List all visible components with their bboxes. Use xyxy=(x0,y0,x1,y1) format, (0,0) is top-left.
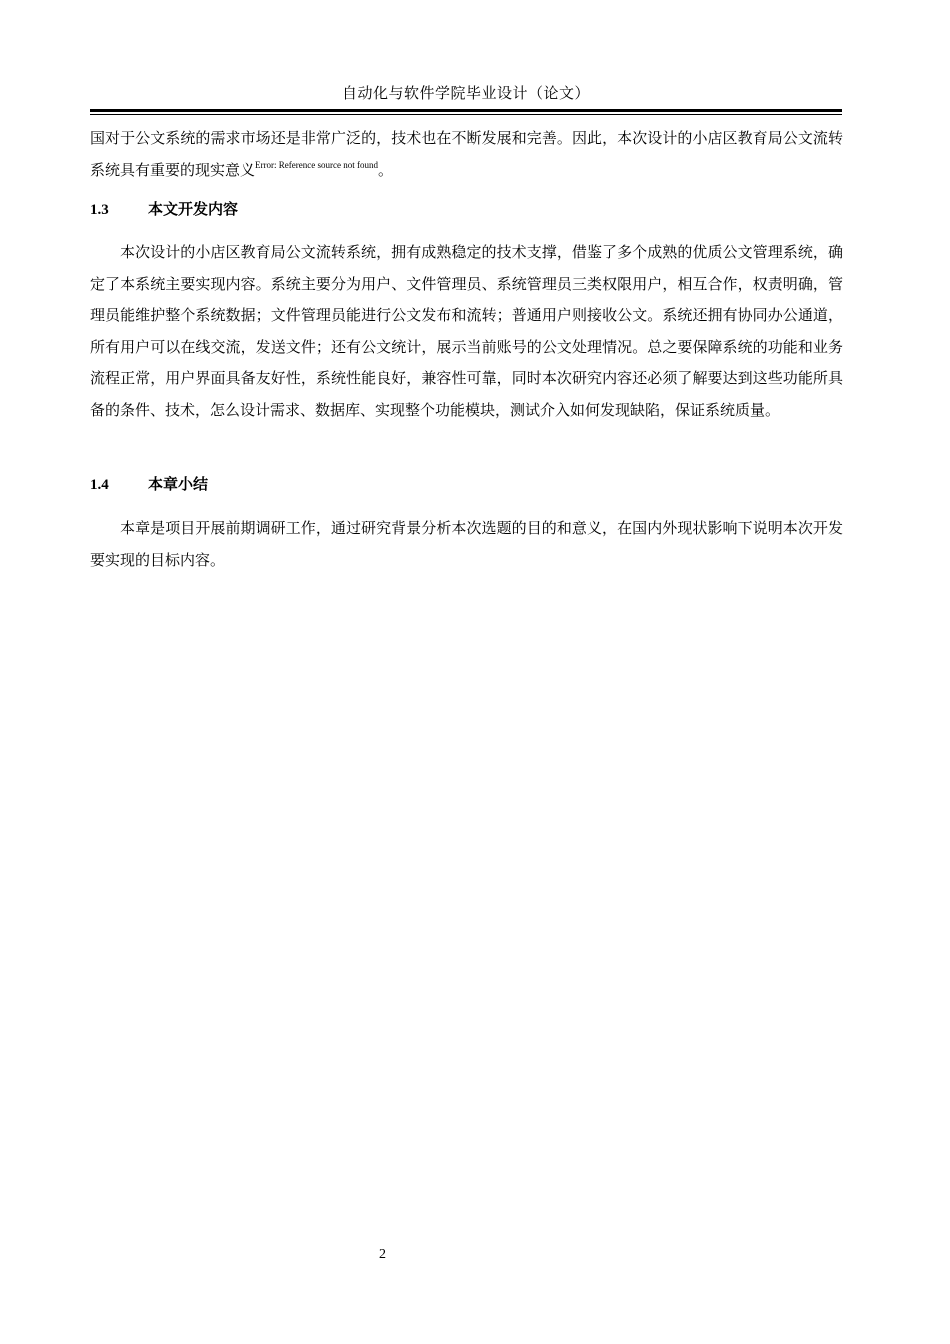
section-title-dev: 本文开发内容 xyxy=(148,200,239,218)
section-heading-summary xyxy=(90,474,208,495)
section-title-summary: 本章小结 xyxy=(148,475,209,493)
page-number: 2 xyxy=(379,1247,386,1262)
intro-continued-text: 国对于公文系统的需求市场还是非常广泛的，技术也在不断发展和完善。因此，本次设计的小店区教育局公文流转系统具有重要的现实意义 xyxy=(90,129,843,179)
dev-content-paragraph: 本次设计的小店区教育局公文流转系统，拥有成熟稳定的技术支撑，借鉴了多个成熟的优质公文管理系统，确定了本系统主要实现内容。系统主要分为用户、文件管理员、系统管理员三类权限用户，相互合作，权责明确，管理员能维护整个系统数据；文件管理员能进行公文发布和流转；普通用户则接收公文。系统还拥有协同办公通道，所有用户可以在线交流，发送文件；还有公文统计，展示当前账号的公文处理情况。总之要保障系统的功能和业务流程正常，用户界面具备友好性，系统性能良好，兼容性可靠，同时本次研究内容还必须了解要达到这些功能所具备的条件、技术，怎么设计需求、数据库、实现整个功能模块，测试介入如何发现缺陷，保证系统质量。 xyxy=(90,243,843,419)
summary-paragraph: 本章是项目开展前期调研工作，通过研究背景分析本次选题的目的和意义，在国内外现状影响下说明本次开发要实现的目标内容。 xyxy=(90,519,843,569)
section-number-dev: 1.3 xyxy=(90,202,109,218)
intro-continued-paragraph xyxy=(90,123,843,186)
section-number-summary: 1.4 xyxy=(90,477,109,493)
header-rule-thick xyxy=(90,109,842,112)
header-rule-thin xyxy=(90,114,842,115)
section-heading-dev xyxy=(90,199,238,220)
page-header-title: 自动化与软件学院毕业设计（论文） xyxy=(341,84,590,102)
reference-error-note: Error: Reference source not found xyxy=(255,159,378,170)
intro-continued-end-mark: 。 xyxy=(377,160,393,179)
